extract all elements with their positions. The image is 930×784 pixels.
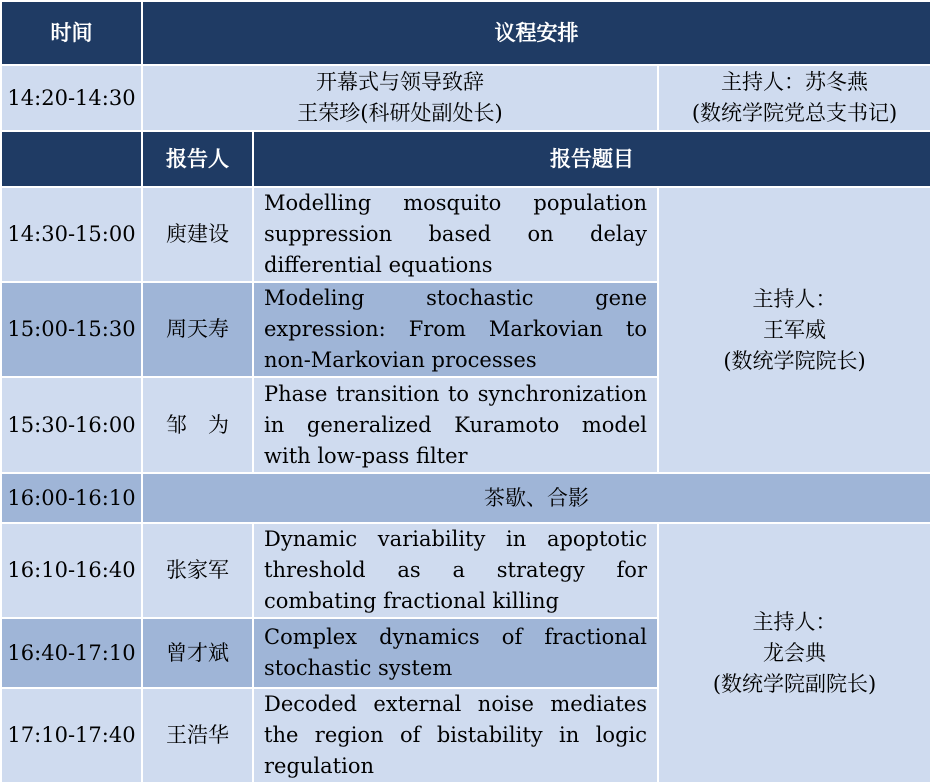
talk-time: 15:00-15:30	[1, 282, 142, 377]
talk-time: 16:40-17:10	[1, 618, 142, 688]
break-time: 16:00-16:10	[1, 473, 142, 523]
talk-speaker: 曾才斌	[142, 618, 253, 688]
talk-title: Dynamic variability in apoptotic threshold as a strategy for combating fractional killing	[253, 523, 658, 618]
break-row	[1, 473, 930, 523]
opening-cell	[142, 65, 658, 131]
talk-speaker: 周天寿	[142, 282, 253, 377]
table-row	[1, 523, 930, 618]
session1-host-title: (数统学院院长)	[723, 348, 866, 373]
talk-time: 14:30-15:00	[1, 187, 142, 282]
opening-time: 14:20-14:30	[1, 65, 142, 131]
session2-host-title: (数统学院副院长)	[712, 671, 877, 696]
session1-host-name: 王军威	[763, 317, 827, 342]
talk-title: Phase transition to synchronization in generalized Kuramoto model with low-pass filter	[253, 377, 658, 473]
talk-title: Decoded external noise mediates the region of bistability in logic regulation	[253, 688, 658, 783]
subheader-blank	[1, 131, 142, 187]
speaker-header: 报告人	[142, 131, 253, 187]
talk-time: 16:10-16:40	[1, 523, 142, 618]
table-row	[1, 187, 930, 282]
session1-host-label: 主持人：	[752, 286, 837, 311]
opening-title: 开幕式与领导致辞	[316, 70, 484, 94]
opening-host-title: (数统学院党总支书记)	[691, 101, 898, 125]
agenda-header: 议程安排	[142, 1, 930, 65]
talk-speaker: 王浩华	[142, 688, 253, 783]
session2-host-label: 主持人：	[752, 609, 837, 634]
break-label: 茶歇、合影	[142, 473, 930, 523]
talk-speaker: 庾建设	[142, 187, 253, 282]
talk-speaker: 邹 为	[142, 377, 253, 473]
subheader-row	[1, 131, 930, 187]
talk-time: 15:30-16:00	[1, 377, 142, 473]
opening-host: 主持人：苏冬燕	[721, 70, 869, 94]
talk-title: Complex dynamics of fractional stochastic system	[253, 618, 658, 688]
opening-row	[1, 65, 930, 131]
talk-title: Modelling mosquito population suppression based on delay differential equations	[253, 187, 658, 282]
opening-host-cell	[658, 65, 930, 131]
header-row	[1, 1, 930, 65]
opening-speaker: 王荣珍(科研处副处长)	[297, 101, 503, 125]
topic-header: 报告题目	[253, 131, 930, 187]
session2-host-cell	[658, 523, 930, 783]
session2-host-name: 龙会典	[763, 640, 827, 665]
session1-host-cell	[658, 187, 930, 473]
time-header: 时间	[1, 1, 142, 65]
talk-speaker: 张家军	[142, 523, 253, 618]
talk-time: 17:10-17:40	[1, 688, 142, 783]
talk-title: Modeling stochastic gene expression: From Markovian to non-Markovian processes	[253, 282, 658, 377]
